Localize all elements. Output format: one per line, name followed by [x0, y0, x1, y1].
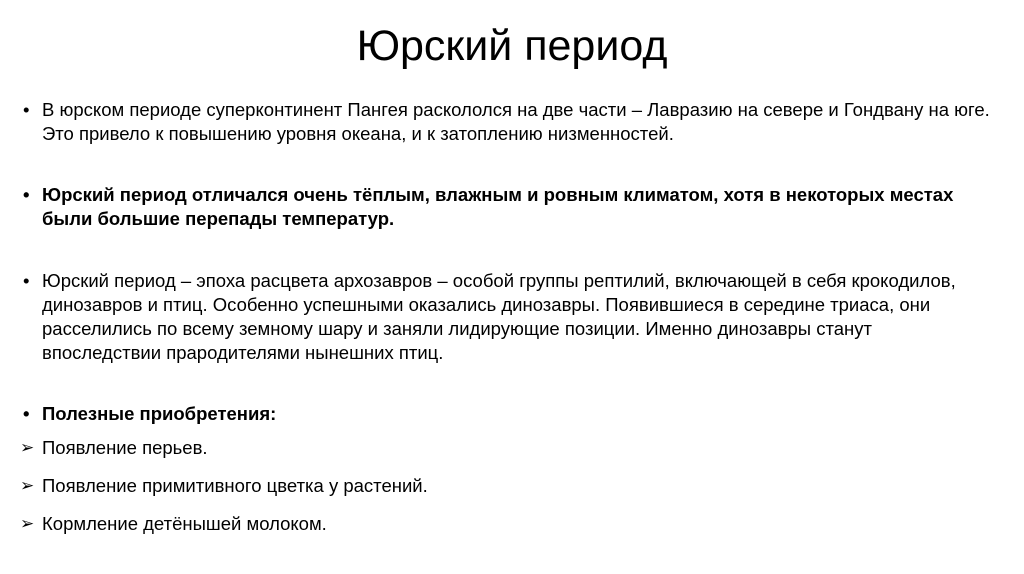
arrow-bullet-icon: ➢ [20, 476, 35, 495]
bullet-text: Юрский период отличался очень тёплым, влажным и ровным климатом, хотя в некоторых местах были большие перепады температур. [42, 184, 954, 229]
acquisition-text: Появление примитивного цветка у растений. [42, 475, 428, 496]
arrow-bullet-icon: ➢ [20, 514, 35, 533]
bullet-text: Полезные приобретения: [42, 403, 277, 424]
slide-title: Юрский период [356, 22, 668, 70]
acquisition-item-feathers [20, 436, 995, 460]
bullet-text: Юрский период – эпоха расцвета архозавров – особой группы рептилий, включающей в себя крокодилов, динозавров и птиц. Особенно успешными оказались динозавры. Появившиеся в середине триаса, они расселились по всему земному шару и заняли лидирующие позиции. Именно динозавры станут впоследствии прародителями нынешних птиц. [42, 270, 956, 363]
acquisition-text: Появление перьев. [42, 437, 208, 458]
bullet-pangea [20, 98, 995, 146]
bullet-dot-icon: • [23, 270, 30, 291]
bullet-acquisitions-heading [20, 402, 995, 426]
bullet-dot-icon: • [23, 184, 30, 205]
acquisition-text: Кормление детёнышей молоком. [42, 513, 327, 534]
bullet-dot-icon: • [23, 403, 30, 424]
bullet-climate [20, 183, 995, 231]
acquisition-item-milk [20, 512, 995, 536]
slide-content [20, 98, 995, 536]
arrow-bullet-icon: ➢ [20, 438, 35, 457]
bullet-text: В юрском периоде суперконтинент Пангея раскололся на две части – Лавразию на севере и Гондвану на юге. Это привело к повышению уровня океана, и к затоплению низменностей. [42, 99, 990, 144]
acquisition-item-flower [20, 474, 995, 498]
bullet-archosaurs [20, 269, 995, 365]
bullet-dot-icon: • [23, 99, 30, 120]
